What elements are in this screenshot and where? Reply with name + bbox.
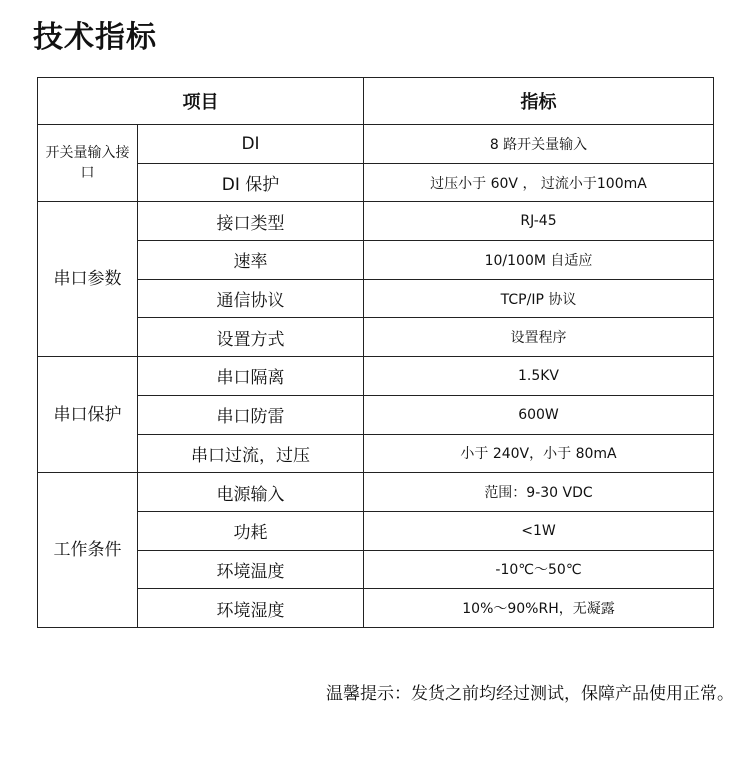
row-value: 8 路开关量输入	[364, 125, 714, 164]
row-item: 设置方式	[138, 318, 364, 357]
row-item: 接口类型	[138, 202, 364, 241]
table-row	[38, 395, 714, 434]
row-item: 功耗	[138, 511, 364, 550]
footer-tip: 温馨提示：发货之前均经过测试，保障产品使用正常。	[326, 684, 734, 704]
row-value: 600W	[364, 395, 714, 434]
row-value: 过压小于 60V ， 过流小于100mA	[364, 163, 714, 202]
table-row	[38, 434, 714, 473]
row-item: DI	[138, 125, 364, 164]
table-row	[38, 241, 714, 280]
table-row	[38, 357, 714, 396]
table-row	[38, 511, 714, 550]
row-value: -10℃～50℃	[364, 550, 714, 589]
table-row	[38, 473, 714, 512]
spec-table	[37, 77, 714, 628]
table-row	[38, 125, 714, 164]
row-value: <1W	[364, 511, 714, 550]
row-value: 10/100M 自适应	[364, 241, 714, 280]
row-value: RJ-45	[364, 202, 714, 241]
row-value: 设置程序	[364, 318, 714, 357]
row-item: 通信协议	[138, 279, 364, 318]
row-value: 范围：9-30 VDC	[364, 473, 714, 512]
table-row	[38, 279, 714, 318]
page-title: 技术指标	[33, 20, 157, 55]
row-item: 速率	[138, 241, 364, 280]
group-label-serial-protection: 串口保护	[38, 357, 138, 473]
row-item: 串口过流，过压	[138, 434, 364, 473]
header-spec: 指标	[364, 78, 714, 125]
row-item: 环境湿度	[138, 589, 364, 628]
row-value: 1.5KV	[364, 357, 714, 396]
row-item: 电源输入	[138, 473, 364, 512]
table-row	[38, 202, 714, 241]
table-row	[38, 550, 714, 589]
group-label-working-conditions: 工作条件	[38, 473, 138, 628]
table-row	[38, 318, 714, 357]
table-row	[38, 589, 714, 628]
row-value: 小于 240V，小于 80mA	[364, 434, 714, 473]
header-item: 项目	[38, 78, 364, 125]
table-header-row	[38, 78, 714, 125]
row-value: 10%～90%RH，无凝露	[364, 589, 714, 628]
row-item: 环境温度	[138, 550, 364, 589]
row-item: DI 保护	[138, 163, 364, 202]
table-row	[38, 163, 714, 202]
group-label-di-interface: 开关量输入接口	[38, 125, 138, 202]
group-label-serial-params: 串口参数	[38, 202, 138, 357]
row-value: TCP/IP 协议	[364, 279, 714, 318]
row-item: 串口防雷	[138, 395, 364, 434]
row-item: 串口隔离	[138, 357, 364, 396]
